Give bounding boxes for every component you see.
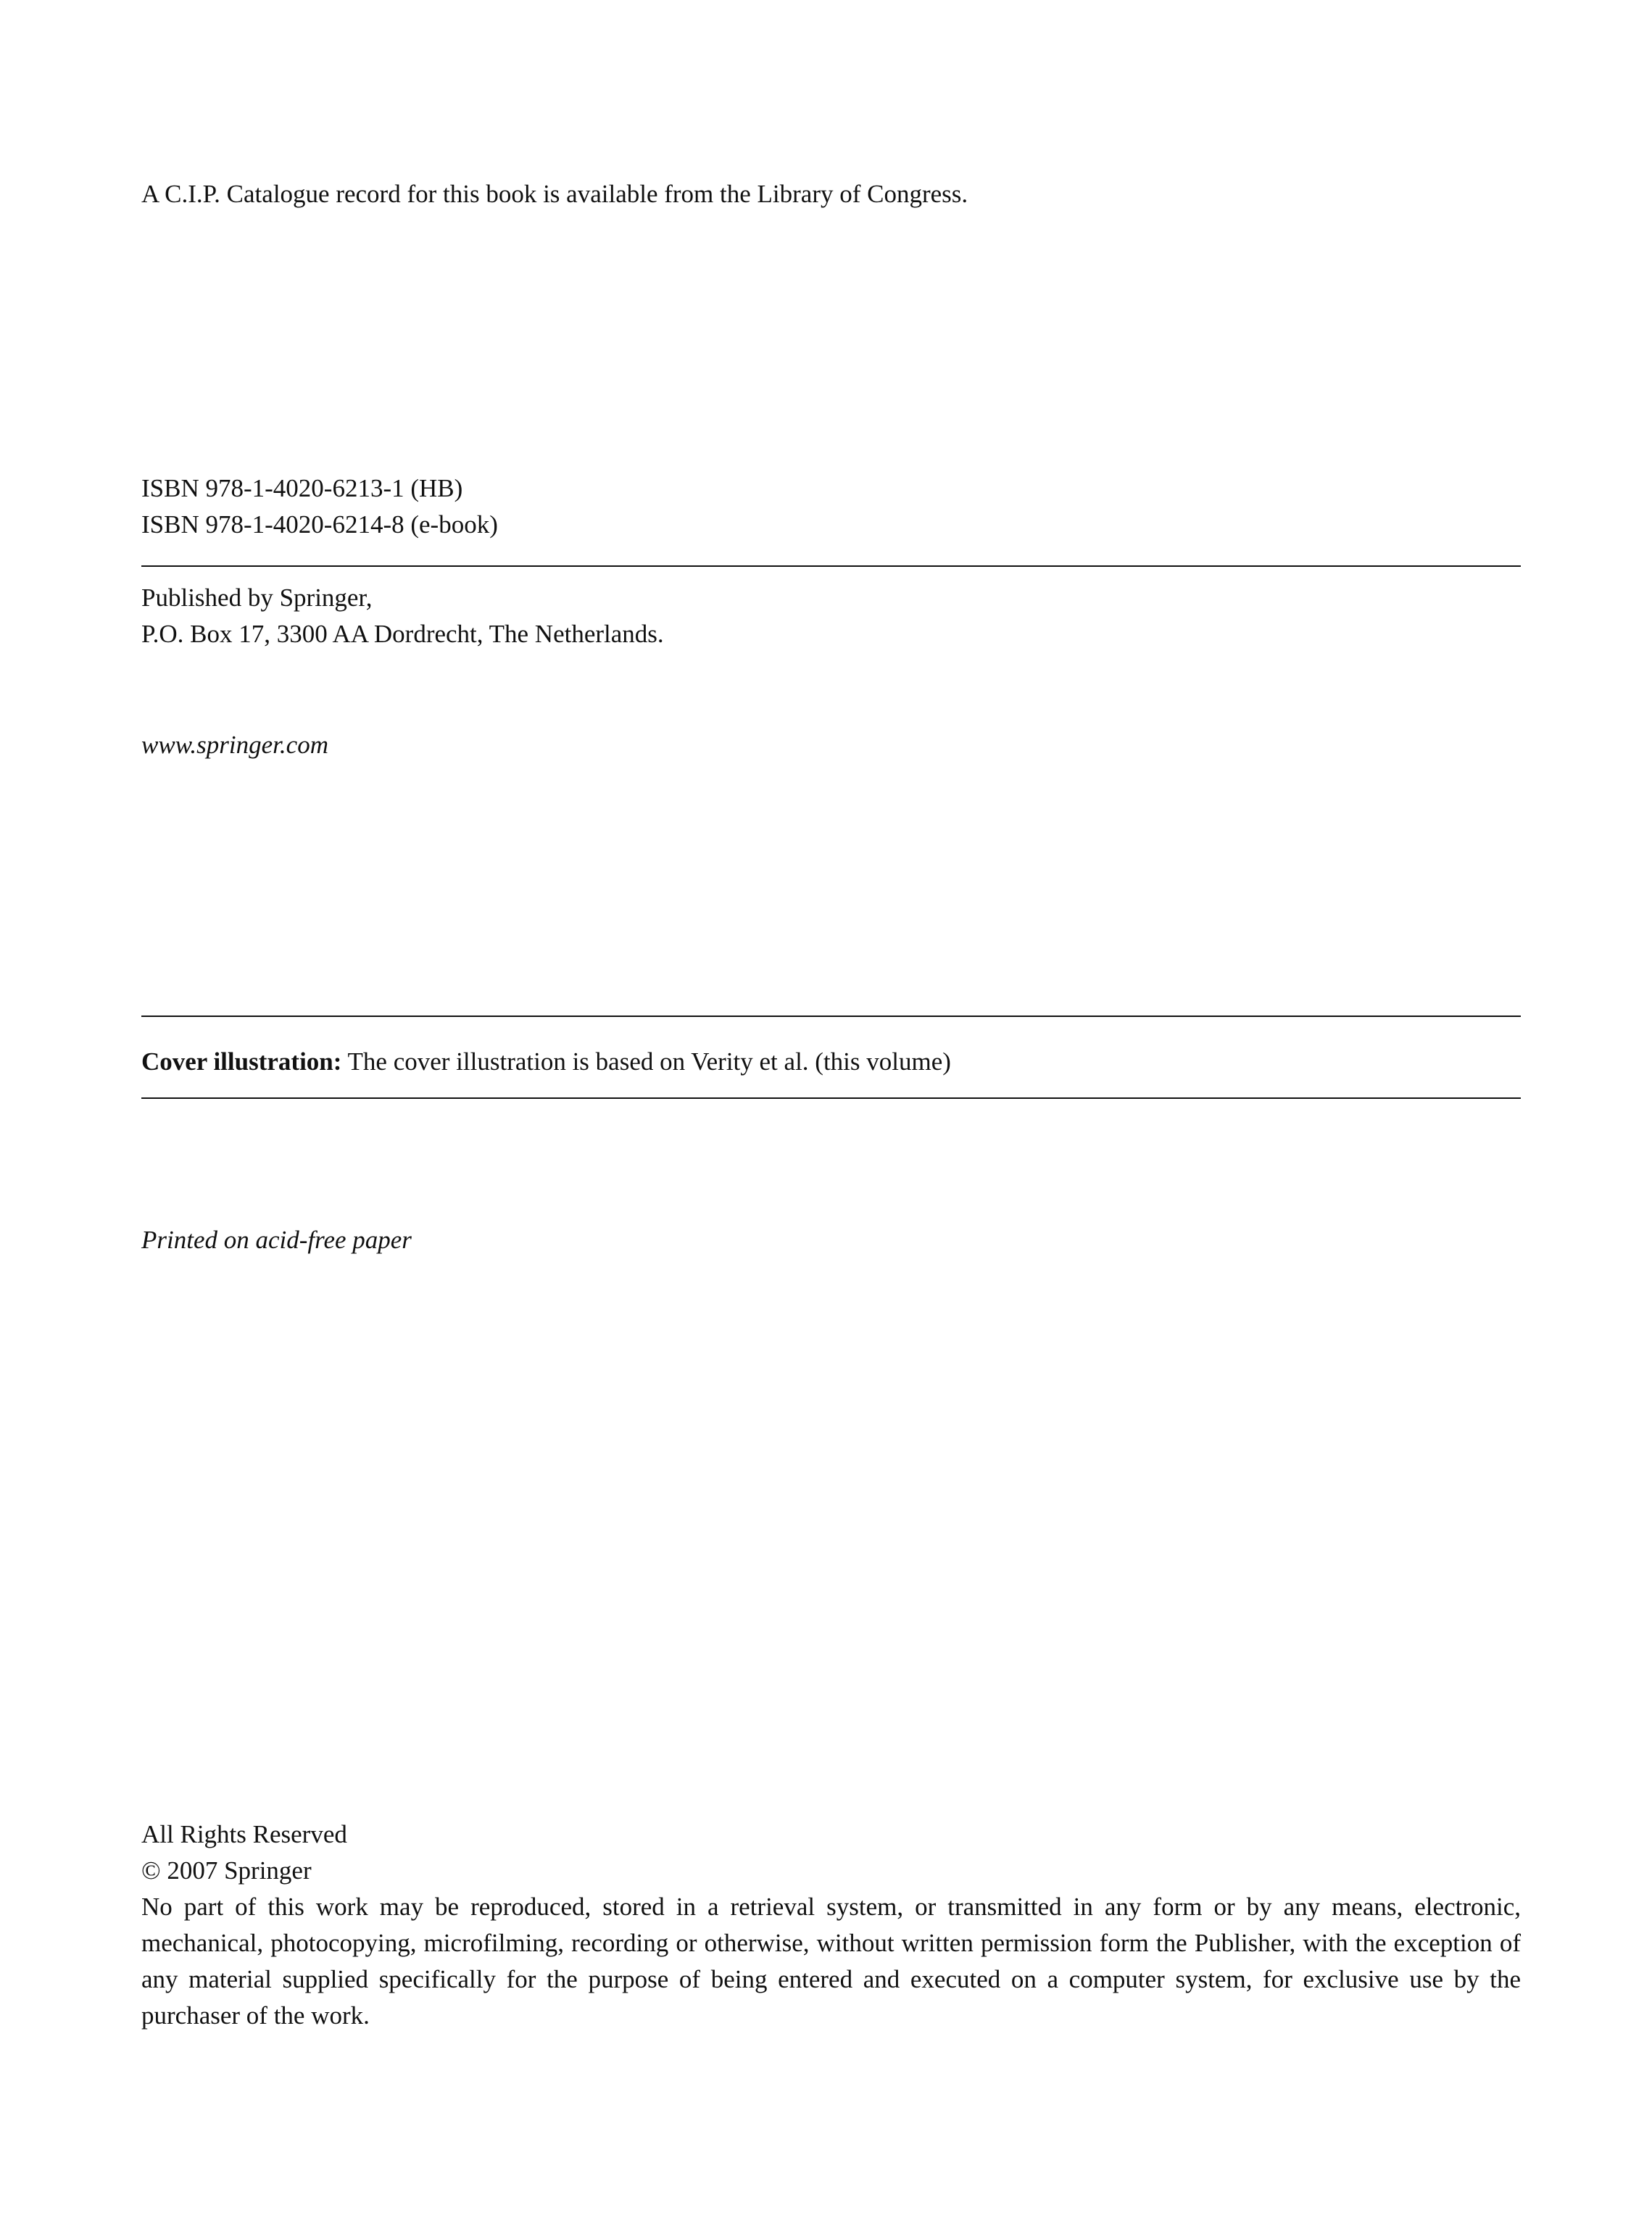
divider bbox=[141, 565, 1521, 567]
cip-record-text: A C.I.P. Catalogue record for this book is available from the Library of Congress. bbox=[141, 180, 968, 208]
publisher-name: Published by Springer, bbox=[141, 584, 373, 612]
copyright-line: © 2007 Springer bbox=[141, 1856, 312, 1885]
isbn-ebook: ISBN 978-1-4020-6214-8 (e-book) bbox=[141, 510, 498, 539]
rights-reserved: All Rights Reserved bbox=[141, 1820, 347, 1848]
printed-note: Printed on acid-free paper bbox=[141, 1226, 412, 1254]
isbn-hb: ISBN 978-1-4020-6213-1 (HB) bbox=[141, 474, 463, 502]
divider bbox=[141, 1016, 1521, 1017]
publisher-address: P.O. Box 17, 3300 AA Dordrecht, The Netherlands. bbox=[141, 620, 664, 648]
cover-illustration-label: Cover illustration: bbox=[141, 1047, 342, 1076]
rights-notice: No part of this work may be reproduced, stored in a retrieval system, or transmitted in any form or by any means, electronic, mechanical, photocopying, microfilming, recording or otherwise, without written permission form the Publisher, with the exception of any material supplied specifically for the purpose of being entered and executed on a computer system, for exclusive use by the purchaser of the work. bbox=[141, 1893, 1521, 2030]
website-link[interactable]: www.springer.com bbox=[141, 731, 328, 759]
divider bbox=[141, 1097, 1521, 1099]
cover-illustration-text: The cover illustration is based on Verity et al. (this volume) bbox=[341, 1047, 951, 1076]
cover-illustration-note bbox=[141, 1044, 951, 1080]
